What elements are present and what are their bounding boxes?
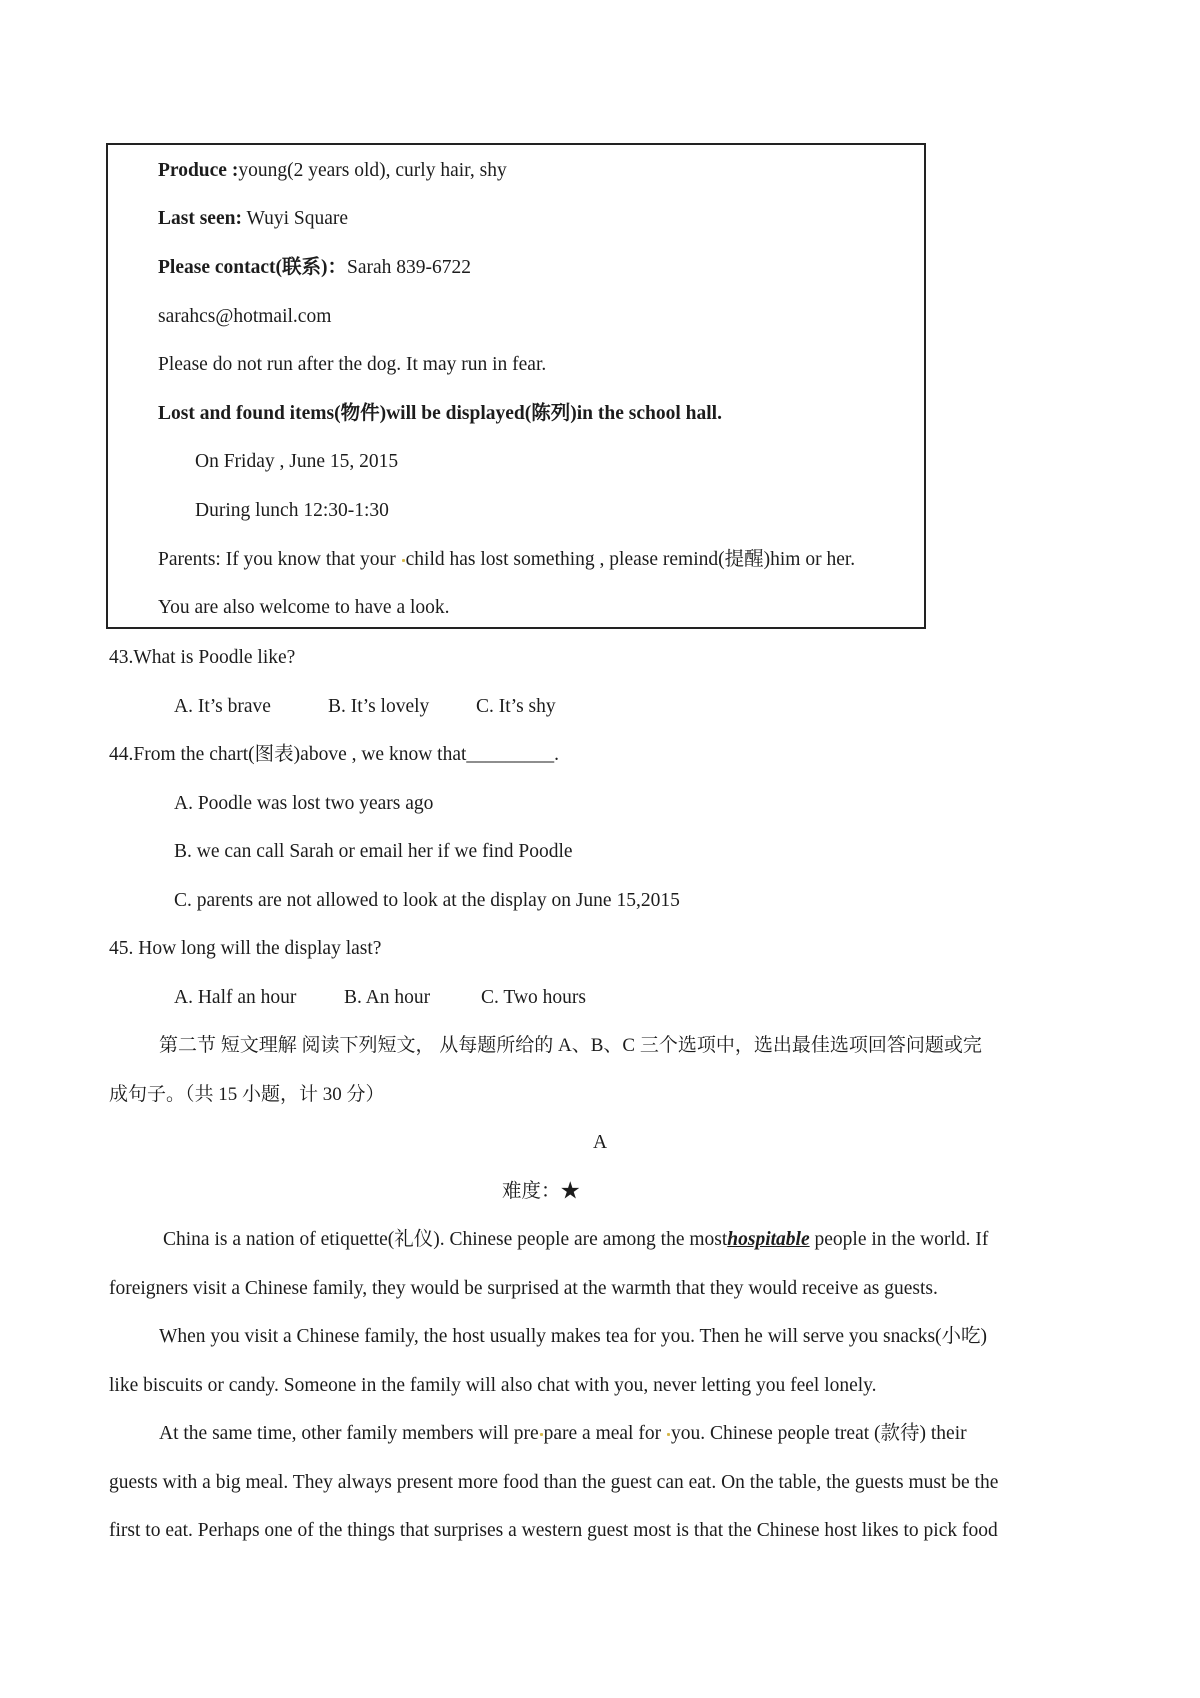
scan-speck: [540, 1433, 543, 1436]
passage-paragraph-3-line-2: guests with a big meal. They always present more food than the guest can eat. On the table, the guests must be the: [109, 1472, 999, 1493]
parents-note-part-2: child has lost something , please remind(提醒)him or her.: [405, 549, 856, 570]
last-seen-label: Last seen:: [158, 208, 242, 229]
passage-text: pare a meal for: [543, 1423, 666, 1444]
q44-option-c: C. parents are not allowed to look at the display on June 15,2015: [174, 890, 680, 911]
q45-option-c: C. Two hours: [481, 987, 586, 1008]
notice-produce: [158, 159, 507, 183]
contact-label: Please contact(联系)：: [158, 257, 347, 278]
contact-value: Sarah 839-6722: [346, 257, 472, 278]
q44-option-b: B. we can call Sarah or email her if we find Poodle: [174, 841, 573, 862]
q43-option-c: C. It’s shy: [476, 696, 556, 717]
parents-note-part-1: Parents: If you know that your: [158, 549, 401, 570]
highlighted-word-hospitable: hospitable: [727, 1229, 810, 1250]
parents-note: [158, 548, 855, 572]
produce-label: Produce :: [158, 160, 239, 181]
question-45: 45. How long will the display last?: [109, 938, 382, 959]
passage-text: China is a nation of etiquette(礼仪). Chinese people are among the most: [163, 1229, 728, 1250]
notice-email: sarahcs@hotmail.com: [158, 306, 332, 327]
question-43: 43.What is Poodle like?: [109, 647, 296, 668]
passage-paragraph-3-line-1: [159, 1422, 967, 1446]
notice-last-seen: [158, 207, 348, 231]
notice-warning: Please do not run after the dog. It may run in fear.: [158, 354, 547, 375]
display-time: During lunch 12:30-1:30: [195, 500, 389, 521]
passage-paragraph-2-line-2: like biscuits or candy. Someone in the family will also chat with you, never letting you feel lonely.: [109, 1375, 877, 1396]
scan-speck: [402, 559, 405, 562]
difficulty-rating: 难度：★: [502, 1181, 581, 1202]
welcome-note: You are also welcome to have a look.: [158, 597, 450, 618]
last-seen-value: Wuyi Square: [241, 208, 349, 229]
q45-option-a: A. Half an hour: [174, 987, 297, 1008]
passage-text: people in the world. If: [809, 1229, 989, 1250]
lost-found-heading: Lost and found items(物件)will be displayed(陈列)in the school hall.: [158, 403, 722, 424]
section-instruction-line-1: 第二节 短文理解 阅读下列短文， 从每题所给的 A、B、C 三个选项中，选出最佳选项回答问题或完: [159, 1035, 982, 1056]
passage-text: At the same time, other family members will pre: [159, 1423, 539, 1444]
produce-value: young(2 years old), curly hair, shy: [238, 160, 507, 181]
passage-paragraph-1-line-2: foreigners visit a Chinese family, they would be surprised at the warmth that they would receive as guests.: [109, 1278, 938, 1299]
section-instruction-line-2: 成句子。（共 15 小题，计 30 分）: [109, 1084, 385, 1105]
passage-paragraph-3-line-3: first to eat. Perhaps one of the things that surprises a western guest most is that the Chinese host likes to pick food: [109, 1520, 998, 1541]
display-date: On Friday , June 15, 2015: [195, 451, 399, 472]
q43-option-b: B. It’s lovely: [328, 696, 430, 717]
passage-paragraph-2-line-1: When you visit a Chinese family, the host usually makes tea for you. Then he will serve you snacks(小吃): [159, 1326, 988, 1347]
q44-option-a: A. Poodle was lost two years ago: [174, 793, 434, 814]
question-44: 44.From the chart(图表)above , we know that_________.: [109, 744, 560, 765]
passage-letter: A: [592, 1132, 608, 1153]
passage-text: you. Chinese people treat (款待) their: [670, 1423, 967, 1444]
q45-option-b: B. An hour: [344, 987, 431, 1008]
q43-option-a: A. It’s brave: [174, 696, 271, 717]
passage-paragraph-1-line-1: [163, 1228, 988, 1252]
notice-contact: [158, 256, 471, 280]
scan-speck: [667, 1433, 670, 1436]
